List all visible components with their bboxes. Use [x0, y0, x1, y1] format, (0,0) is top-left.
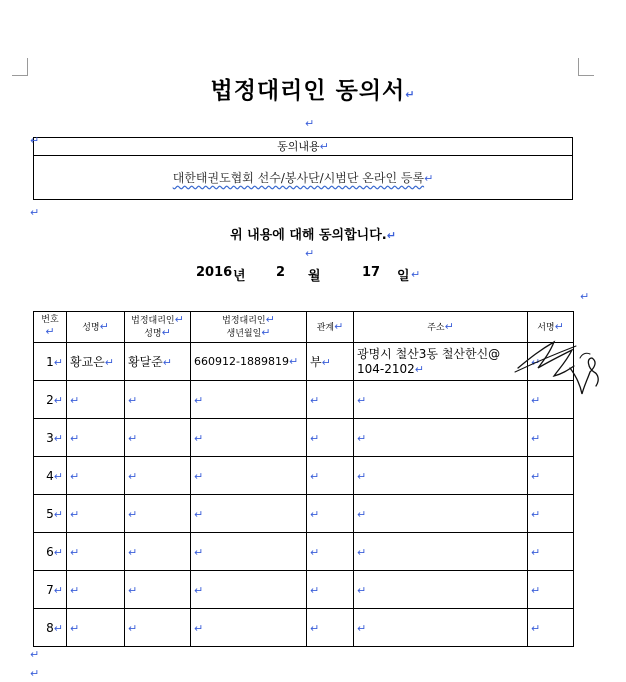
cell-number[interactable]: 8↵ [34, 609, 67, 647]
cell-number[interactable]: 6↵ [34, 533, 67, 571]
cell-relation[interactable]: ↵ [307, 495, 354, 533]
cell-guardian-name[interactable]: ↵ [125, 495, 191, 533]
cell-guardian-birth[interactable]: ↵ [191, 419, 307, 457]
cell-number[interactable]: 5↵ [34, 495, 67, 533]
table-header-row [34, 312, 574, 343]
cell-number[interactable]: 2↵ [34, 381, 67, 419]
cell-guardian-name[interactable]: ↵ [125, 419, 191, 457]
cell-name[interactable]: 황교은↵ [67, 343, 125, 381]
table-row [34, 533, 574, 571]
cell-signature[interactable]: ↵ [528, 457, 574, 495]
cell-signature[interactable]: ↵ [528, 381, 574, 419]
table-row [34, 343, 574, 381]
cell-guardian-name[interactable]: 황달준↵ [125, 343, 191, 381]
cell-relation[interactable]: ↵ [307, 457, 354, 495]
cell-name[interactable]: ↵ [67, 419, 125, 457]
date-day-unit: 일 [397, 269, 410, 284]
cell-name[interactable]: ↵ [67, 533, 125, 571]
consent-header[interactable] [34, 138, 572, 156]
table-row [34, 457, 574, 495]
cell-signature[interactable]: ↵ [528, 533, 574, 571]
cell-number[interactable]: 4↵ [34, 457, 67, 495]
cell-signature[interactable]: ↵ [528, 495, 574, 533]
header-relation[interactable]: 관계↵ [307, 312, 354, 343]
cell-number[interactable]: 7↵ [34, 571, 67, 609]
cell-guardian-name[interactable]: ↵ [125, 533, 191, 571]
cell-address[interactable]: ↵ [354, 571, 528, 609]
cell-guardian-birth[interactable]: ↵ [191, 533, 307, 571]
cell-signature[interactable]: ↵ [528, 609, 574, 647]
cell-address[interactable]: ↵ [354, 419, 528, 457]
cell-name[interactable]: ↵ [67, 609, 125, 647]
cell-signature[interactable]: ↵ [528, 419, 574, 457]
cell-address[interactable]: ↵ [354, 495, 528, 533]
cell-address[interactable]: 광명시 철산3동 철산한신@ 104-2102↵ [354, 343, 528, 381]
cell-guardian-birth[interactable]: ↵ [191, 457, 307, 495]
table-row [34, 495, 574, 533]
paragraph-mark-icon: ↵ [580, 290, 590, 303]
table-row [34, 571, 574, 609]
table-row [34, 381, 574, 419]
header-guardian-birth[interactable]: 법정대리인↵ 생년월일↵ [191, 312, 307, 343]
header-name[interactable]: 성명↵ [67, 312, 125, 343]
paragraph-mark-icon: ↵ [30, 648, 40, 661]
date-year-unit: 년 [233, 269, 246, 284]
consent-header-text: 동의내용 [277, 140, 320, 153]
header-number[interactable]: 번호↵ [34, 312, 67, 343]
table-anchor-mark-icon: ↵ [30, 134, 40, 147]
title-text: 법정대리인 동의서 [210, 78, 406, 104]
cell-relation[interactable]: ↵ [307, 609, 354, 647]
date-day[interactable]: 17 [362, 265, 381, 280]
cell-name[interactable]: ↵ [67, 457, 125, 495]
header-guardian-name[interactable]: 법정대리인↵ 성명↵ [125, 312, 191, 343]
cell-signature[interactable]: ↵ [528, 571, 574, 609]
cell-number[interactable]: 3↵ [34, 419, 67, 457]
table-row [34, 419, 574, 457]
cell-signature[interactable]: ↵ [528, 343, 574, 381]
date-month-unit: 월 [308, 269, 321, 284]
cell-guardian-name[interactable]: ↵ [125, 609, 191, 647]
date-month[interactable]: 2 [276, 265, 286, 280]
paragraph-mark-icon: ↵ [405, 88, 416, 101]
cell-address[interactable]: ↵ [354, 609, 528, 647]
paragraph-mark-icon: ↵ [386, 229, 396, 242]
cell-guardian-name[interactable]: ↵ [125, 457, 191, 495]
cell-guardian-name[interactable]: ↵ [125, 381, 191, 419]
consent-content-text: 대한태권도협회 선수/봉사단/시범단 온라인 등록 [172, 171, 425, 185]
cell-guardian-birth[interactable]: ↵ [191, 571, 307, 609]
agreement-text: 위 내용에 대해 동의합니다. [230, 228, 387, 243]
cell-address[interactable]: ↵ [354, 457, 528, 495]
paragraph-mark-icon: ↵ [305, 247, 315, 260]
consent-box [33, 137, 573, 200]
paragraph-mark-icon: ↵ [30, 206, 40, 219]
handwritten-signature [510, 328, 605, 398]
cell-relation[interactable]: ↵ [307, 419, 354, 457]
cell-guardian-birth[interactable]: ↵ [191, 609, 307, 647]
paragraph-mark-icon: ↵ [411, 268, 421, 281]
cell-address[interactable]: ↵ [354, 533, 528, 571]
cell-relation[interactable]: 부↵ [307, 343, 354, 381]
paragraph-mark-icon: ↵ [30, 667, 40, 680]
consent-content[interactable] [34, 156, 572, 200]
paragraph-mark-icon: ↵ [319, 140, 329, 153]
cell-guardian-birth[interactable]: ↵ [191, 495, 307, 533]
agreement-statement[interactable] [0, 224, 626, 243]
cell-guardian-birth[interactable]: 660912-1889819↵ [191, 343, 307, 381]
header-address[interactable]: 주소↵ [354, 312, 528, 343]
cell-name[interactable]: ↵ [67, 495, 125, 533]
cell-relation[interactable]: ↵ [307, 533, 354, 571]
signers-table [33, 311, 574, 647]
cell-address[interactable]: ↵ [354, 381, 528, 419]
cell-relation[interactable]: ↵ [307, 381, 354, 419]
cell-guardian-name[interactable]: ↵ [125, 571, 191, 609]
cell-name[interactable]: ↵ [67, 381, 125, 419]
date-year[interactable]: 2016 [196, 265, 233, 280]
table-row [34, 609, 574, 647]
document-title[interactable] [0, 72, 626, 105]
cell-number[interactable]: 1↵ [34, 343, 67, 381]
cell-guardian-birth[interactable]: ↵ [191, 381, 307, 419]
paragraph-mark-icon: ↵ [305, 117, 315, 130]
cell-relation[interactable]: ↵ [307, 571, 354, 609]
header-signature[interactable]: 서명↵ [528, 312, 574, 343]
paragraph-mark-icon: ↵ [424, 172, 434, 185]
cell-name[interactable]: ↵ [67, 571, 125, 609]
